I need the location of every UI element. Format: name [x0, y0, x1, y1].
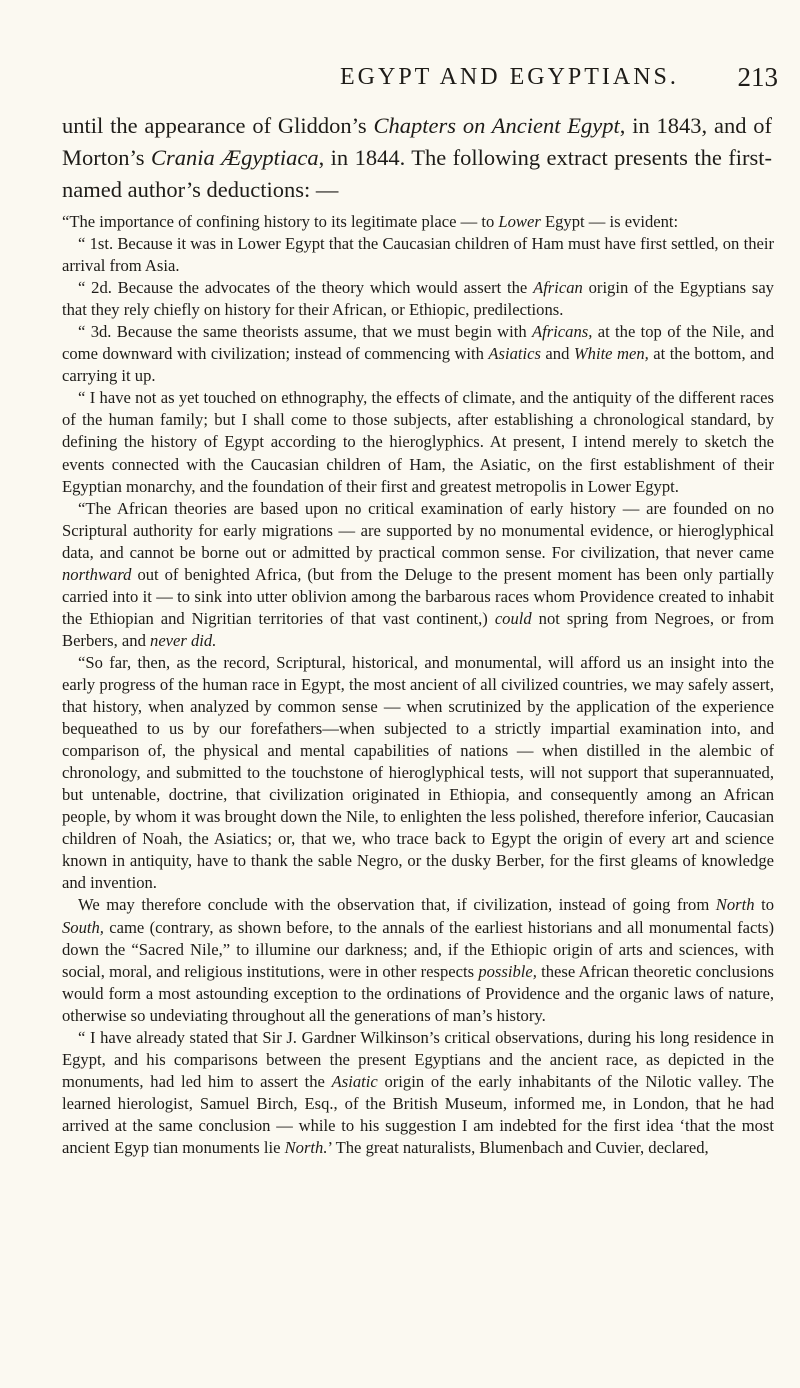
quote-paragraph — [62, 277, 774, 321]
page-number: 213 — [737, 62, 778, 92]
quote-text: “The importance of confining history to its legitimate place — to — [62, 212, 499, 231]
quote-text: We may therefore conclude with the observation that, if civilization, instead of going from — [78, 895, 716, 915]
running-head — [0, 62, 800, 102]
quote-emphasis: South, — [62, 917, 104, 937]
quote-emphasis: northward — [62, 564, 132, 584]
book-title-crania: Crania Ægyptiaca — [150, 145, 319, 170]
intro-text: until the appearance of Gliddon’s — [62, 113, 374, 138]
quote-text: origin of the Egyptians say that they rely chiefly on history for their African, or Ethiopic, predilections. — [62, 278, 774, 320]
quote-text: and — [540, 344, 574, 364]
quote-emphasis: Lower — [498, 212, 541, 231]
quote-emphasis: North — [715, 895, 755, 915]
quote-paragraph: “ 1st. Because it was in Lower Egypt that the Caucasian children of Ham must have first settled, on their arrival from Asia. — [62, 234, 774, 276]
running-title: EGYPT AND EGYPTIANS. — [340, 64, 679, 90]
quote-text: out of benighted Africa, (but from the Deluge to the present moment has been only partially carried into it — to sink into utter oblivion among the barbarous races whom Providence created to inhabit the Ethiopian and Nigritian territories of that vast continent,) — [62, 564, 774, 628]
quote-text: origin of the early inhabitants of the Nilotic valley. The learned hierologist, Samuel Birch, Esq., of the British Museum, informed me, in London, that he had arrived at the same conclusion — while to his suggestion I am indebted for the first idea ‘that the most ancient Egyp tian monuments lie — [62, 1071, 774, 1157]
intro-paragraph — [62, 110, 772, 206]
quote-text: “ I have already stated that Sir J. Gardner Wilkinson’s critical observations, during his long residence in Egypt, and his comparisons between the present Egyptians and the ancient race, as depicted in the monuments, had led him to assert the — [62, 1027, 774, 1091]
quote-emphasis: Asiatics — [488, 344, 541, 364]
quote-emphasis: Asiatic — [331, 1071, 378, 1091]
quote-emphasis: possible, — [478, 961, 537, 981]
quote-text: “ 3d. Because the same theorists assume, that we must begin with — [78, 322, 532, 342]
quote-paragraph — [62, 211, 774, 233]
quote-paragraph: “So far, then, as the record, Scriptural, historical, and monumental, will afford us an insight into the early progress of the human race in Egypt, the most ancient of all civilized countries, we may safely assert, that history, when analyzed by common sense — when scrutinized by the application of the experience bequeathed to us by our forefathers—when subjected to a strictly impartial examination into, and comparison of, the physical and mental capabilities of nations — when distilled in the alembic of chronology, and submitted to the touchstone of hieroglyphical tests, will not support that superannuated, but untenable, doctrine, that civilization originated in Ethiopia, and consequently among an African people, by whom it was brought down the Nile, to enlighten the less polished, therefore inferior, Caucasian children of Noah, the Asiatics; or, that we, who trace back to Egypt the origin of every art and science known in antiquity, have to thank the sable Negro, or the dusky Berber, for the first gleams of knowledge and invention. — [62, 652, 774, 893]
quote-emphasis: North. — [284, 1137, 328, 1157]
quote-emphasis: White men, — [573, 344, 649, 364]
book-title-chapters: Chapters on Ancient Egypt — [373, 113, 620, 138]
intro-text: , in 1843, and of Morton’s — [62, 113, 773, 170]
intro-text: , in 1844. The following extract presents the first-named author’s deductions: — — [62, 145, 772, 202]
quote-text: these African theoretic conclusions would form a most astounding exception to the ordinations of Providence and the organic laws of nature, otherwise so undeviating throughout all the generations of man’s history. — [62, 961, 775, 1025]
quote-paragraph — [62, 498, 774, 652]
extract-quotation — [62, 211, 774, 1159]
quote-text: at the top of the Nile, and come downward with civilization; instead of commencing with — [62, 322, 775, 364]
quote-emphasis: could — [494, 608, 532, 628]
quote-text: at the bottom, and carrying it up. — [62, 344, 775, 386]
quote-text: not spring from Negroes, or from Berbers, and — [62, 608, 775, 650]
quote-text: Egypt — is evident: — [540, 212, 679, 231]
quote-paragraph — [62, 1027, 774, 1159]
quote-paragraph: “ I have not as yet touched on ethnography, the effects of climate, and the antiquity of the different races of the human family; but I shall come to those subjects, after establishing a chronological standard, by defining the history of Egypt according to the hieroglyphics. At present, I intend merely to sketch the events connected with the Caucasian children of Ham, the Asiatic, on the first establishment of their Egyptian monarchy, and the foundation of their first and greatest metropolis in Lower Egypt. — [62, 388, 774, 496]
quote-paragraph — [62, 321, 774, 387]
quote-text: “The African theories are based upon no critical examination of early history — are founded on no Scriptural authority for early migrations — are supported by no monumental evidence, or hieroglyphical data, and cannot be borne out or admitted by practical common sense. For civilization, that never came — [62, 498, 774, 562]
quote-emphasis: Africans, — [531, 322, 593, 342]
quote-text: to — [754, 895, 774, 915]
quote-emphasis: never did. — [150, 630, 217, 650]
quote-emphasis: African — [533, 278, 583, 298]
quote-text: ’ The great naturalists, Blumenbach and Cuvier, declared, — [327, 1137, 709, 1157]
quote-paragraph — [62, 894, 774, 1026]
quote-text: came (contrary, as shown before, to the annals of the earliest historians and all monumental facts) down the “Sacred Nile,” to illumine our darkness; and, if the Ethiopic origin of arts and sciences, with social, moral, and religious institutions, were in other respects — [62, 917, 774, 981]
quote-text: “ 2d. Because the advocates of the theory which would assert the — [78, 278, 534, 298]
